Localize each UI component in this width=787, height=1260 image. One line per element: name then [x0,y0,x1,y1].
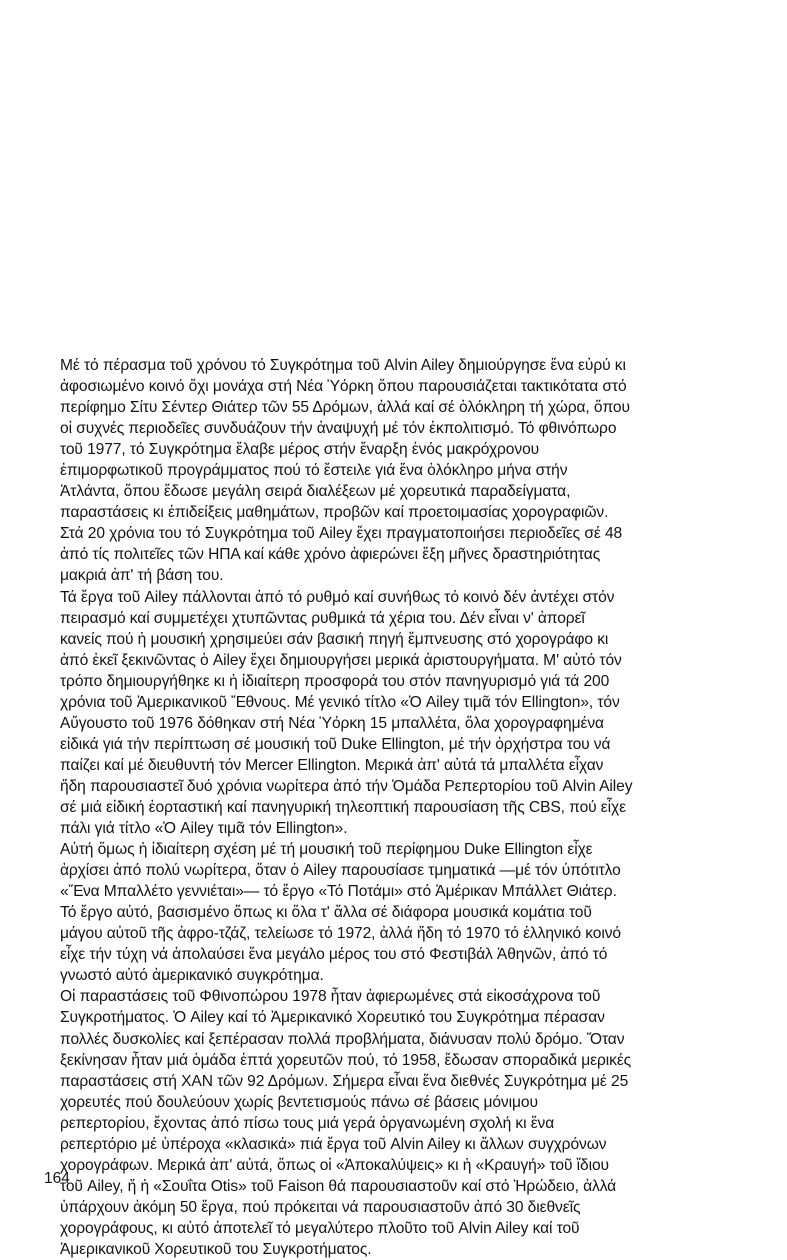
text-line: ρεπερτορίου, ἔχοντας ἀπό πίσω τους μιά γερά ὀργανωμένη σχολή κι ἕνα [60,1114,555,1132]
text-line: χορογράφων. Μερικά ἀπ' αὐτά, ὅπως οἱ «Ἀποκαλύψεις» κι ἡ «Κραυγή» τοῦ ἴδιου [60,1156,609,1174]
text-line: Αὐτή ὅμως ἡ ἰδιαίτερη σχέση μέ τή μουσική τοῦ περίφημου Duke Ellington εἶχε [60,841,593,859]
text-line: Τά ἔργα τοῦ Ailey πάλλονται ἀπό τό ρυθμό καί συνήθως τό κοινό δέν ἀντέχει στόν [60,588,615,606]
text-line: εἰδικά γιά τήν περίπτωση σέ μουσική τοῦ Duke Ellington, μέ τήν ὀρχήστρα του νά [60,735,611,753]
text-line: ἀπό ἐκεῖ ξεκινῶντας ὁ Ailey ἔχει δημιουργήσει μερικά ἀριστουργήματα. Μ' αὐτό τόν [60,651,622,669]
text-line: Στά 20 χρόνια του τό Συγκρότημα τοῦ Ailey ἔχει πραγματοποιήσει περιοδεῖες σέ 48 [60,525,623,543]
text-line: σέ μιά εἰδική ἑορταστική καί πανηγυρική τηλεοπτική παρουσίαση τῆς CBS, πού εἶχε [60,798,626,816]
text-line: οἱ συχνές περιοδεῖες συνδυάζουν τήν ἀναψυχή μέ τόν ἐκπολιτισμό. Τό φθινόπωρο [60,420,617,438]
text-line: γνωστό αὐτό ἀμερικανικό συγκρότημα. [60,967,324,985]
text-line: ἐπιμορφωτικοῦ προγράμματος πού τό ἔστειλε γιά ἕνα ὁλόκληρο μήνα στήν [60,462,568,480]
text-line: τοῦ 1977, τό Συγκρότημα ἔλαβε μέρος στήν ἔναρξη ἑνός μακρόχρονου [60,441,540,459]
text-line: παραστάσεις κι ἐπιδείξεις μαθημάτων, προβῶν καί προετοιμασίας χορογραφιῶν. [60,504,609,522]
text-line: παίζει καί μέ διευθυντή τόν Mercer Ellington. Μερικά ἀπ' αὐτά τά μπαλλέτα εἶχαν [60,756,604,774]
text-line: ἀρχίσει ἀπό πολύ νωρίτερα, ὅταν ὁ Ailey παρουσίασε τμηματικά —μέ τόν ὑπότιτλο [60,862,621,880]
text-line: Ἀτλάντα, ὅπου ἔδωσε μεγάλη σειρά διαλέξεων μέ χορευτικά παραδείγματα, [60,483,571,501]
text-line: Συγκροτήματος. Ὁ Ailey καί τό Ἀμερικανικό Χορευτικό του Συγκρότημα πέρασαν [60,1009,605,1027]
text-line: πολλές δυσκολίες καί ξεπέρασαν πολλά προβλήματα, διάνυσαν πολύ δρόμο. Ὅταν [60,1030,625,1048]
text-line: παραστάσεις στή ΧΑΝ τῶν 92 Δρόμων. Σήμερα εἶναι ἕνα διεθνές Συγκρότημα μέ 25 [60,1072,629,1090]
text-line: Οἱ παραστάσεις τοῦ Φθινοπώρου 1978 ἦταν ἀφιερωμένες στά εἰκοσάχρονα τοῦ [60,988,601,1006]
text-line: Τό ἔργο αὐτό, βασισμένο ὅπως κι ὅλα τ' ἄλλα σέ διάφορα μουσικά κομάτια τοῦ [60,904,592,922]
text-line: Αὔγουστο τοῦ 1976 δόθηκαν στή Νέα Ὑόρκη 15 μπαλλέτα, ὅλα χορογραφημένα [60,714,604,732]
article-body [60,355,740,1260]
text-line: περίφημο Σίτυ Σέντερ Θιάτερ τῶν 55 Δρόμων, ἀλλά καί σέ ὁλόκληρη τή χώρα, ὅπου [60,399,630,417]
text-line: εἶχε τήν τύχη νά ἀπολαύσει ἕνα μεγάλο μέρος του στό Φεστιβάλ Ἀθηνῶν, ἀπό τό [60,946,608,964]
page-number: 164 [44,1170,70,1187]
text-line: Ἀμερικανικοῦ Χορευτικοῦ του Συγκροτήματος. [60,1240,372,1258]
text-line: τοῦ Ailey, ἤ ἡ «Σουΐτα Otis» τοῦ Faison θά παρουσιαστοῦν καί στό Ἡρώδειο, ἀλλά [60,1177,617,1195]
text-line: πειρασμό καί συμμετέχει χτυπῶντας ρυθμικά τά χέρια του. Δέν εἶναι ν' ἀπορεῖ [60,609,585,627]
text-line: χορευτές πού δουλεύουν χωρίς βεντετισμούς πάνω σέ βάσεις μόνιμου [60,1093,538,1111]
text-line: τρόπο δημιουργήθηκε κι ἡ ἰδιαίτερη προσφορά του στόν πανηγυρισμό γιά τά 200 [60,672,610,690]
text-line: κανείς πού ἡ μουσική χρησιμεύει σάν βασική πηγή ἔμπνευσης στό χορογράφο κι [60,630,609,648]
text-line: ξεκίνησαν ἦταν μιά ὁμάδα ἑπτά χορευτῶν πού, τό 1958, ἔδωσαν σποραδικά μερικές [60,1051,632,1069]
text-line: Μέ τό πέρασμα τοῦ χρόνου τό Συγκρότημα τοῦ Alvin Ailey δημιούργησε ἕνα εὐρύ κι [60,357,626,374]
text-line: ὑπάρχουν ἀκόμη 50 ἔργα, πού πρόκειται νά παρουσιαστοῦν ἀπό 30 διεθνεῖς [60,1198,581,1216]
text-line: χρόνια τοῦ Ἀμερικανικοῦ Ἔθνους. Μέ γενικό τίτλο «Ὁ Ailey τιμᾶ τόν Ellington», τόν [60,693,620,711]
text-line: «Ἕνα Μπαλλέτο γεννιέται»— τό ἔργο «Τό Ποτάμι» στό Ἀμέρικαν Μπάλλετ Θιάτερ. [60,883,617,901]
text-line: ἀπό τίς πολιτεῖες τῶν ΗΠΑ καί κάθε χρόνο ἀφιερώνει ἕξη μῆνες δραστηριότητας [60,546,601,564]
text-line: χορογράφους, κι αὐτό ἀποτελεῖ τό μεγαλύτερο πλοῦτο τοῦ Alvin Ailey καί τοῦ [60,1219,580,1237]
text-line: μάγου αὐτοῦ τῆς ἀφρο-τζάζ, τελείωσε τό 1972, ἀλλά ἤδη τό 1970 τό ἑλληνικό κοινό [60,925,621,943]
text-line: μακριά ἀπ' τή βάση του. [60,567,224,585]
text-line: ρεπερτόριο μέ ὑπέροχα «κλασικά» πιά ἔργα τοῦ Alvin Ailey κι ἄλλων συγχρόνων [60,1135,607,1153]
text-line: ἤδη παρουσιαστεῖ δυό χρόνια νωρίτερα ἀπό τήν Ὁμάδα Ρεπερτορίου τοῦ Alvin Ailey [60,777,633,795]
text-line: πάλι γιά τίτλο «Ὁ Ailey τιμᾶ τόν Ellington». [60,820,348,838]
text-line: ἀφοσιωμένο κοινό ὄχι μονάχα στή Νέα Ὑόρκη ὅπου παρουσιάζεται τακτικότατα στό [60,378,627,396]
